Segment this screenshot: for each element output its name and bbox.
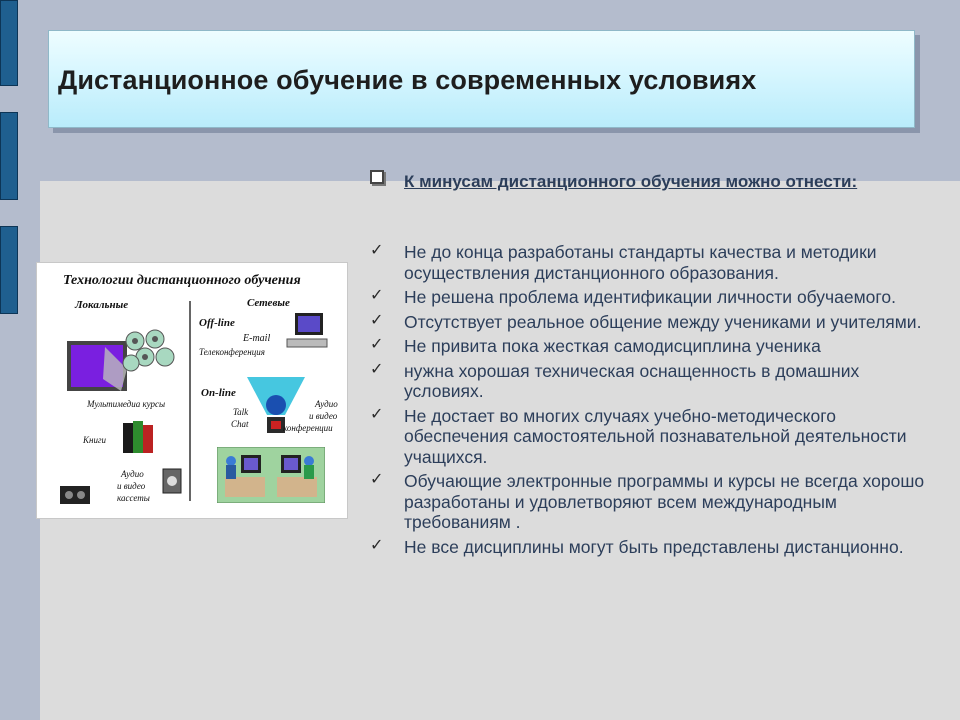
disadvantages-list xyxy=(370,242,930,561)
talk-label: Talk xyxy=(233,407,249,417)
computer-icon xyxy=(285,311,329,351)
network-label: Сетевые xyxy=(247,297,290,309)
list-heading: К минусам дистанционного обучения можно отнести: xyxy=(404,172,858,191)
slide-title: Дистанционное обучение в современных условиях xyxy=(58,65,757,95)
conference-scene-icon xyxy=(217,447,325,503)
teleconf-label: Телеконференция xyxy=(199,347,265,357)
technologies-figure xyxy=(36,262,348,519)
multimedia-label: Мультимедиа курсы xyxy=(87,399,166,409)
figure-title: Технологии дистанционного обучения xyxy=(63,273,301,288)
figure-divider xyxy=(189,301,191,501)
title-box xyxy=(48,30,915,128)
list-item: ✓ Не до конца разработаны стандарты качества и методики осуществления дистанционного образования. xyxy=(370,240,877,283)
chat-label: Chat xyxy=(231,419,249,429)
list-item: ✓ нужна хорошая техническая оснащенность в домашних условиях. xyxy=(370,358,860,401)
decorative-bar-3 xyxy=(0,226,18,314)
av-conf-label-1: Аудио xyxy=(315,399,338,409)
square-bullet-icon xyxy=(370,170,384,189)
local-label: Локальные xyxy=(75,299,129,311)
cassettes-label-2: и видео xyxy=(117,481,146,491)
books-icon xyxy=(121,419,155,455)
av-conf-label-3: конференции xyxy=(283,423,333,433)
cassette-icon xyxy=(161,467,183,495)
list-item: ✓ Не достает во многих случаях учебно-методического обеспечения самостоятельной познавательной деятельности учащихся. xyxy=(370,403,907,467)
videotape-icon xyxy=(59,485,91,505)
list-item: ✓ Не все дисциплины могут быть представлены дистанционно. xyxy=(370,534,904,557)
offline-label: Off-line xyxy=(199,317,235,329)
online-label: On-line xyxy=(201,387,236,399)
books-label: Книги xyxy=(83,435,106,445)
av-conf-label-2: и видео xyxy=(309,411,338,421)
checkmark-icon: ✓ xyxy=(370,403,384,423)
decorative-bar-1 xyxy=(0,0,18,86)
checkmark-icon: ✓ xyxy=(370,334,384,353)
cassettes-label-3: кассеты xyxy=(117,493,150,503)
checkmark-icon: ✓ xyxy=(370,240,384,259)
list-item: ✓ Обучающие электронные программы и курсы не всегда хорошо разработаны и удовлетворяют всем международным требованиям . xyxy=(370,469,925,532)
list-item: ✓ Отсутствует реальное общение между учениками и учителями. xyxy=(370,309,922,332)
checkmark-icon: ✓ xyxy=(370,469,384,488)
email-label: E-mail xyxy=(243,333,271,344)
decorative-bar-2 xyxy=(0,112,18,200)
checkmark-icon: ✓ xyxy=(370,534,384,554)
list-item: ✓ Не решена проблема идентификации личности обучаемого. xyxy=(370,285,896,307)
checkmark-icon: ✓ xyxy=(370,285,384,304)
checkmark-icon: ✓ xyxy=(370,358,384,378)
checkmark-icon: ✓ xyxy=(370,309,384,329)
discs-cluster-icon xyxy=(121,329,177,379)
cassettes-label-1: Аудио xyxy=(121,469,144,479)
list-item: ✓ Не привита пока жесткая самодисциплина ученика xyxy=(370,334,821,356)
